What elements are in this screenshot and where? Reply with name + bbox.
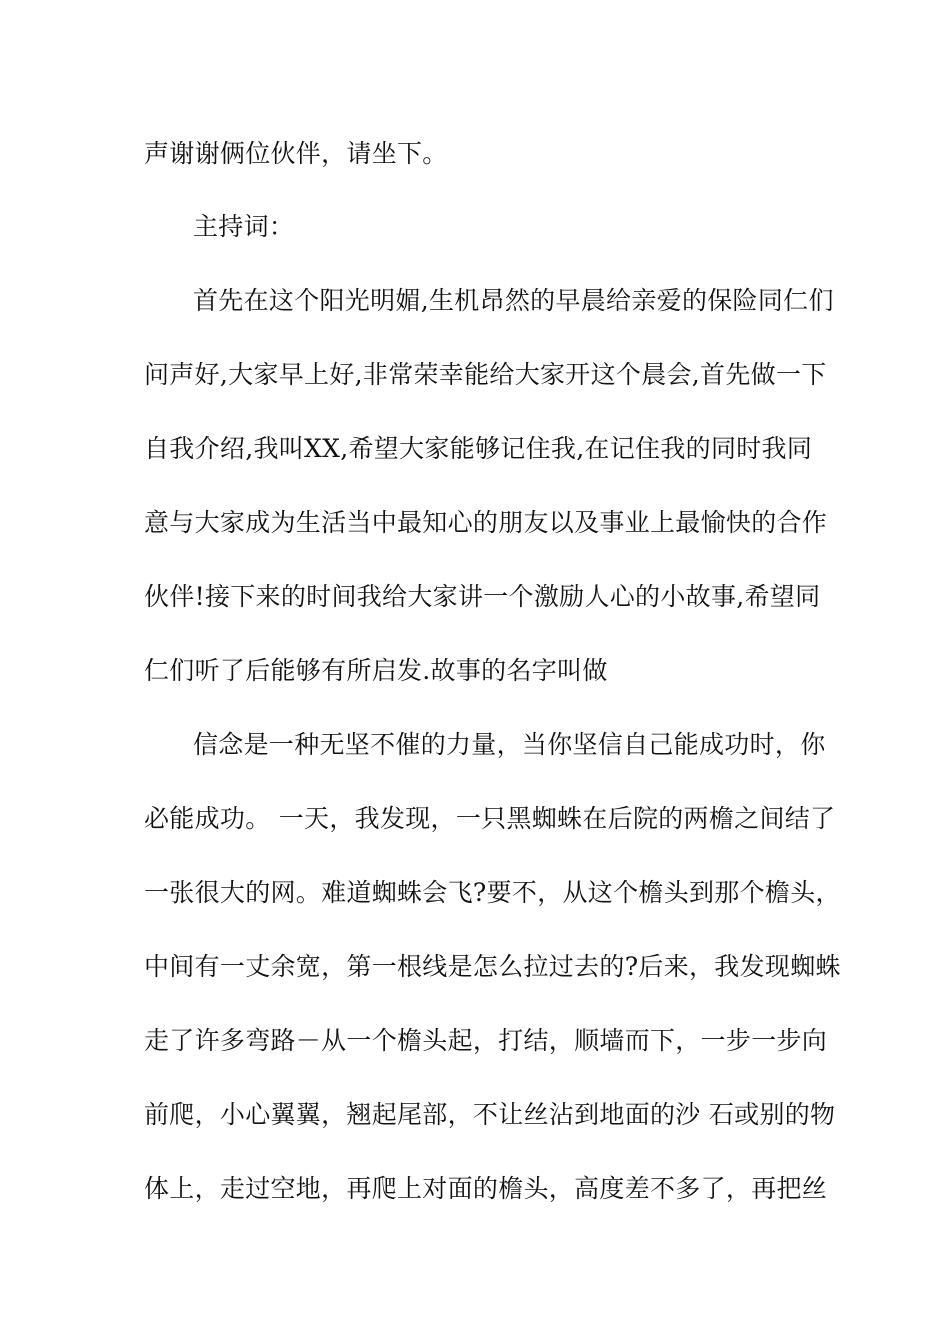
paragraph-line: 信念是一种无坚不催的力量，当你坚信自己能成功时，你 (193, 730, 826, 759)
section-heading: 主持词： (193, 212, 295, 241)
paragraph-line: 体上，走过空地，再爬上对面的檐头，高度差不多了，再把丝 (144, 1174, 828, 1203)
paragraph-line: 首先在这个阳光明媚,生机昂然的早晨给亲爱的保险同仁们 (193, 286, 834, 315)
paragraph-line: 问声好,大家早上好,非常荣幸能给大家开这个晨会,首先做一下 (144, 360, 827, 389)
paragraph-line: 一张很大的网。难道蜘蛛会飞?要不，从这个檐头到那个檐头， (144, 878, 841, 907)
paragraph-line: 仁们听了后能够有所启发.故事的名字叫做 (144, 656, 608, 685)
paragraph-line: 中间有一丈余宽，第一根线是怎么拉过去的?后来，我发现蜘蛛 (144, 952, 841, 981)
paragraph-line: 伙伴!接下来的时间我给大家讲一个激励人心的小故事,希望同 (144, 582, 821, 611)
paragraph-line: 前爬，小心翼翼，翘起尾部，不让丝沾到地面的沙 石或别的物 (144, 1100, 836, 1129)
paragraph-line: 意与大家成为生活当中最知心的朋友以及事业上最愉快的合作 (144, 508, 828, 537)
paragraph-line: 自我介绍,我叫XX,希望大家能够记住我,在记住我的同时我同 (144, 434, 813, 463)
text-line: 声谢谢俩位伙伴，请坐下。 (144, 139, 448, 168)
paragraph-line: 必能成功。 一天，我发现，一只黑蜘蛛在后院的两檐之间结了 (144, 804, 836, 833)
paragraph-line: 走了许多弯路－从一个檐头起，打结，顺墙而下，一步一步向 (144, 1026, 828, 1055)
